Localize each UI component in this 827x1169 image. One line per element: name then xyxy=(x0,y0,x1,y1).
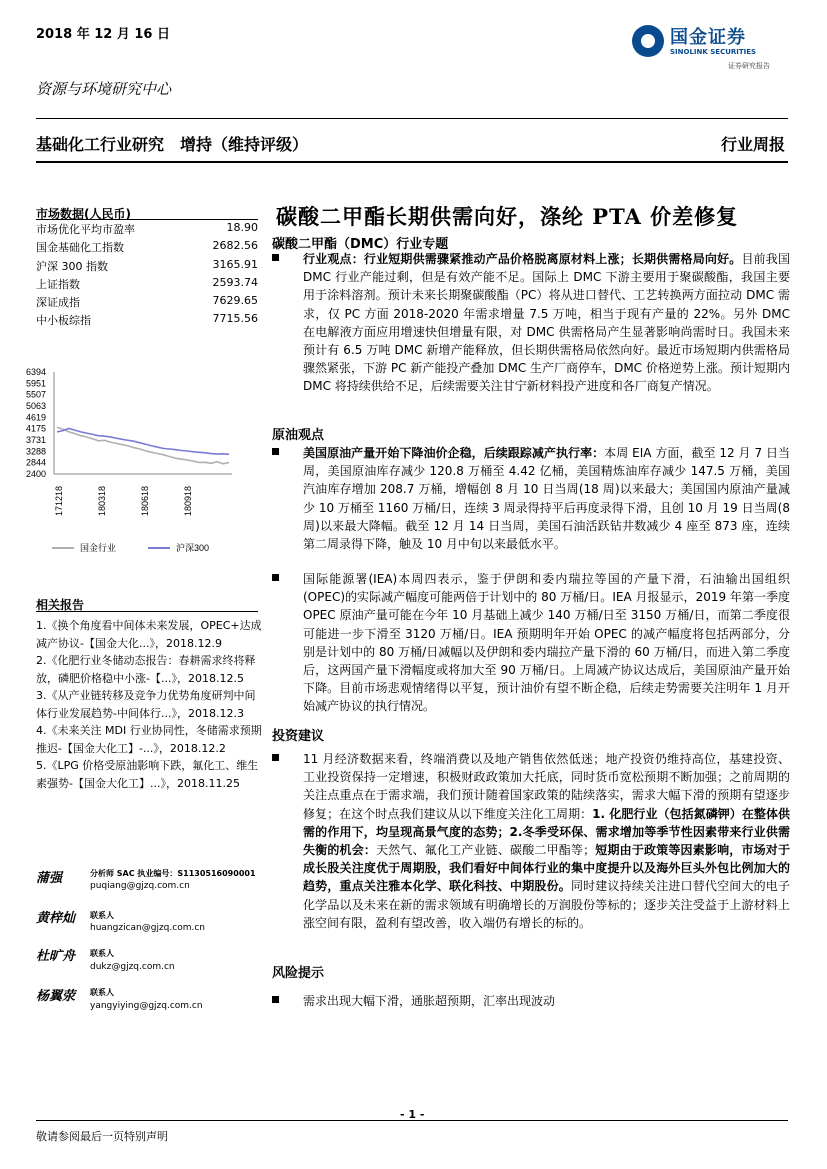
header-divider-top xyxy=(36,118,788,119)
y-tick-label: 3288 xyxy=(26,446,47,457)
x-tick-label: 180618 xyxy=(140,485,150,516)
market-row: 国金基础化工指数 2682.56 xyxy=(36,239,258,255)
list-item: 3.《从产业链转移及竞争力优势角度研判中间体行业发展趋势-中间体行...》，2018.12.3 xyxy=(36,689,256,720)
paragraph-oil-2: 国际能源署(IEA)本周四表示，鉴于伊朗和委内瑞拉等国的产量下滑，石油输出国组织(OPEC)的实际减产幅度可能两倍于计划中的 80 万桶/日。IEA 月报显示，2019 年第一季度 OPEC 原油产量可能在今年 10 月基础上减少 140 万桶/日至 3150 万桶/日，而第二季度很可能进一步下滑至 3120 万桶/日。IEA 预期明年开始 OPEC 的减产幅度将包括两部分，分别是计划中的 80 万桶/日减幅以及伊朗和委内瑞拉产量下滑的 60 万桶/日，而进入第二季度后，这两国产量下滑幅度或将加大至 90 万桶/日。上周减产协议达成后，美国原油产量开始下降。目前市场悲观情绪得以平复，预计油价有望不断企稳，后续走势需要关注明年 1 月开始减产协议的执行情况。 xyxy=(272,570,790,716)
x-tick-label: 171218 xyxy=(54,485,64,516)
list-item: 1.《换个角度看中间体未来发展，OPEC+达成减产协议-【国金大化...》，2018.12.9 xyxy=(36,619,262,650)
analyst-name: 杜旷舟 xyxy=(36,949,76,964)
list-item: 4.《未来关注 MDI 行业协同性，冬储需求预期推迟-【国金大化工】-...》，2018.12.2 xyxy=(36,724,262,755)
paragraph-oil-1: 美国原油产量开始下降油价企稳，后续跟踪减产执行率：本周 EIA 方面，截至 12 月 7 日当周，美国原油库存减少 120.8 万桶至 4.42 亿桶，美国精炼油库存减少 147.5 万桶，美国汽油库存增加 208.7 万桶，增幅创 8 月 10 日当周(18 周)以来最大；美国国内原油产量减少 10 万桶至 1160 万桶/日，连续 3 周录得持平后再度录得下滑，且创 10 月 19 日当周(8 周)以来最大降幅。截至 12 月 14 日当周，美国石油活跃钻井数减少 4 座至 873 座，连续第二周录得下降，触及 10 月中旬以来最低水平。 xyxy=(272,444,790,553)
research-rating: 基础化工行业研究 增持（维持评级） xyxy=(36,135,309,154)
market-row: 中小板综指 7715.56 xyxy=(36,312,258,328)
disclaimer-note: 敬请参阅最后一页特别声明 xyxy=(36,1130,168,1143)
market-data-title: 市场数据(人民币) xyxy=(36,207,131,221)
analyst-name: 杨翼荥 xyxy=(36,989,76,1004)
analyst-role: 联系人 xyxy=(90,949,114,958)
legend-label: 沪深300 xyxy=(176,543,210,553)
footer-divider xyxy=(36,1120,788,1121)
list-item: 5.《LPG 价格受原油影响下跌，氟化工、维生素强势-【国金大化工】...》，2018.11.25 xyxy=(36,759,259,790)
y-tick-label: 5507 xyxy=(26,389,47,400)
analyst-role: 分析师 SAC 执业编号：S1130516090001 xyxy=(90,869,256,878)
market-row: 上证指数 2593.74 xyxy=(36,275,258,291)
analyst-name: 黄梓灿 xyxy=(36,911,76,926)
section-dmc-heading: 碳酸二甲酯（DMC）行业专题 xyxy=(272,237,449,252)
related-reports-title: 相关报告 xyxy=(36,598,85,612)
related-divider xyxy=(36,611,258,612)
section-invest-heading: 投资建议 xyxy=(272,729,325,744)
analyst-name: 蒲强 xyxy=(36,871,63,886)
logo-mark-icon xyxy=(632,25,664,57)
y-tick-label: 5063 xyxy=(26,401,47,411)
bullet-icon xyxy=(272,448,279,455)
section-risk-heading: 风险提示 xyxy=(272,966,325,981)
y-tick-label: 4619 xyxy=(26,412,47,423)
index-chart xyxy=(24,360,264,570)
list-item: 2.《化肥行业冬储动态报告：春耕需求终将释放，磷肥价格稳中小涨-【...》，2018.12.5 xyxy=(36,654,256,685)
analyst-email: yangyiying@gjzq.com.cn xyxy=(90,1001,203,1011)
y-tick-label: 2844 xyxy=(26,457,47,468)
related-reports-list xyxy=(36,617,266,792)
x-tick-label: 180918 xyxy=(183,485,193,516)
bullet-icon xyxy=(272,254,279,261)
report-title: 碳酸二甲酯长期供需向好，涤纶 PTA 价差修复 xyxy=(276,204,739,229)
logo-name-cn: 国金证券 xyxy=(670,27,746,48)
y-tick-label: 3731 xyxy=(26,435,47,445)
y-tick-label: 6394 xyxy=(26,367,47,377)
paragraph-invest: 11 月经济数据来看，终端消费以及地产销售依然低迷；地产投资仍维持高位，基建投资、工业投资保持一定增速，积极财政政策加大托底，同时货币宽松预期不断加强；之前周期的关注点重点在于需求端，我们预计随着国家政策的陆续落实，需求大幅下滑的预期有望逐步修复；在这个时点我们建议从以下维度关注化工周期：1. 化肥行业（包括氮磷钾）在整体供需的作用下，均呈现高景气度的态势；2.冬季受环保、需求增加等季节性因素带来行业供需失衡的机会：天然气、氟化工产业链、碳酸二甲酯等；短期由于政策等因素影响，市场对于成长股关注度优于周期股，我们看好中间体行业的集中度提升以及海外巨头外包比例加大的趋势，重点关注雅本化学、联化科技、中期股份。同时建议持续关注进口替代空间大的电子化学品以及未来在新的需求领域有明确增长的万润股份等标的；逐步关注受益于上游材料上涨空间有限，盈利有望改善，收入端仍有增长的标的。 xyxy=(272,750,790,932)
analyst-role: 联系人 xyxy=(90,988,114,997)
market-row: 沪深 300 指数 3165.91 xyxy=(36,257,258,273)
analyst-role: 联系人 xyxy=(90,911,114,920)
market-data-table xyxy=(36,221,258,331)
logo-name-en: SINOLINK SECURITIES xyxy=(670,48,757,56)
analyst-email: dukz@gjzq.com.cn xyxy=(90,962,175,972)
bullet-icon xyxy=(272,996,279,1003)
y-tick-label: 2400 xyxy=(26,469,47,479)
x-tick-label: 180318 xyxy=(97,485,107,516)
logo-subtitle: 证券研究报告 xyxy=(728,62,770,70)
market-row: 深证成指 7629.65 xyxy=(36,294,258,310)
analyst-email: huangzican@gjzq.com.cn xyxy=(90,923,205,933)
analyst-email: puqiang@gjzq.com.cn xyxy=(90,881,190,891)
page-number: - 1 - xyxy=(400,1108,425,1121)
y-tick-label: 5951 xyxy=(26,378,47,389)
research-center: 资源与环境研究中心 xyxy=(36,80,172,98)
paragraph-dmc: 行业观点：行业短期供需骤紧推动产品价格脱离原材料上涨；长期供需格局向好。目前我国 DMC 行业产能过剩，但是有效产能不足。国际上 DMC 下游主要用于聚碳酸酯，我国主要用于涂料溶剂。预计未来长期聚碳酸酯（PC）将从进口替代、工艺转换两方面拉动 DMC 需求，仅 PC 方面 2018-2020 年需求增量 7.5 万吨，相当于现有产量的 22%。另外 DMC 在电解液方面应用增速快但增量有限，对 DMC 供需格局产生显著影响尚需时日。我国未来预计有 6.5 万吨 DMC 新增产能释放，但长期供需格局依然向好。最近市场短期内供需格局骤然紧张，下游 PC 新产能投产叠加 DMC 生产厂商停车，DMC 价格逆势上涨。预计短期内 DMC 将持续供给不足，后续需要关注甘宁新材料投产进度和各厂商复产情况。 xyxy=(272,250,790,396)
y-tick-label: 4175 xyxy=(26,423,47,434)
section-oil-heading: 原油观点 xyxy=(272,428,325,443)
paragraph-risk: 需求出现大幅下滑，通胀超预期，汇率出现波动 xyxy=(272,992,790,1010)
company-logo xyxy=(632,22,802,72)
header-divider-bottom xyxy=(36,161,788,163)
bullet-icon xyxy=(272,574,279,581)
report-type: 行业周报 xyxy=(720,135,785,154)
legend-label: 国金行业 xyxy=(80,543,117,553)
market-row: 市场优化平均市盈率 18.90 xyxy=(36,221,258,236)
market-divider xyxy=(36,219,258,220)
report-date: 2018 年 12 月 16 日 xyxy=(36,27,170,42)
bullet-icon xyxy=(272,754,279,761)
